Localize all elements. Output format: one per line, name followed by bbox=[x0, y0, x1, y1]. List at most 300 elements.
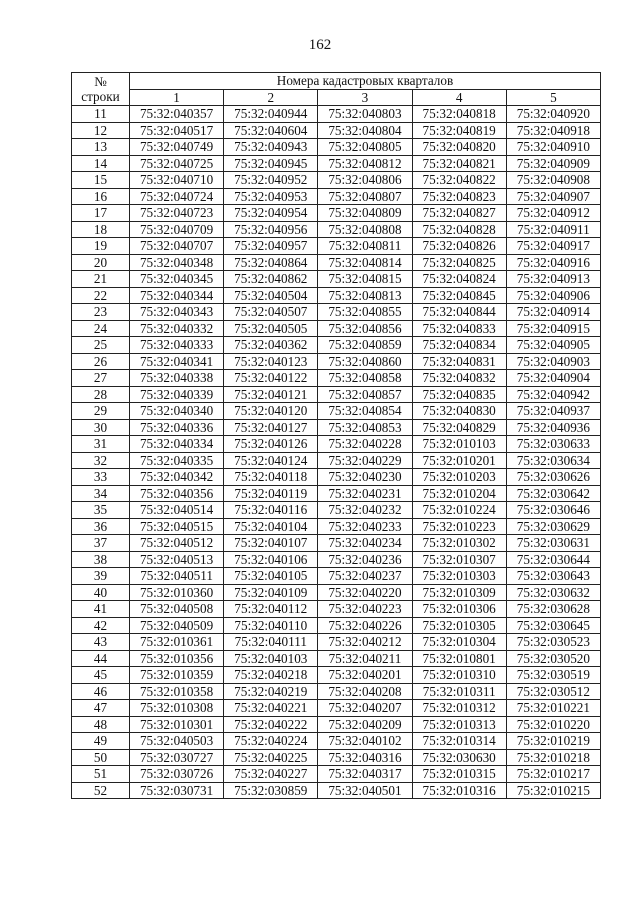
table-row bbox=[72, 700, 601, 717]
cadastral-number-cell: 75:32:030630 bbox=[412, 749, 506, 766]
cadastral-number-cell: 75:32:040914 bbox=[506, 304, 600, 321]
cadastral-number-cell: 75:32:040920 bbox=[506, 106, 600, 123]
row-number-cell: 24 bbox=[72, 320, 130, 337]
table-row bbox=[72, 221, 601, 238]
cadastral-number-cell: 75:32:040853 bbox=[318, 419, 412, 436]
cadastral-number-cell: 75:32:030523 bbox=[506, 634, 600, 651]
cadastral-number-cell: 75:32:010361 bbox=[130, 634, 224, 651]
cadastral-number-cell: 75:32:040709 bbox=[130, 221, 224, 238]
cadastral-number-cell: 75:32:010356 bbox=[130, 650, 224, 667]
cadastral-number-cell: 75:32:040906 bbox=[506, 287, 600, 304]
cadastral-number-cell: 75:32:010302 bbox=[412, 535, 506, 552]
cadastral-number-cell: 75:32:040501 bbox=[318, 782, 412, 799]
cadastral-number-cell: 75:32:040513 bbox=[130, 551, 224, 568]
row-number-cell: 47 bbox=[72, 700, 130, 717]
cadastral-number-cell: 75:32:040515 bbox=[130, 518, 224, 535]
cadastral-number-cell: 75:32:030646 bbox=[506, 502, 600, 519]
cadastral-number-cell: 75:32:030626 bbox=[506, 469, 600, 486]
cadastral-number-cell: 75:32:030632 bbox=[506, 584, 600, 601]
cadastral-number-cell: 75:32:040222 bbox=[224, 716, 318, 733]
cadastral-number-cell: 75:32:040231 bbox=[318, 485, 412, 502]
row-number-cell: 34 bbox=[72, 485, 130, 502]
cadastral-number-cell: 75:32:040109 bbox=[224, 584, 318, 601]
cadastral-number-cell: 75:32:040911 bbox=[506, 221, 600, 238]
table-row bbox=[72, 650, 601, 667]
cadastral-number-cell: 75:32:040357 bbox=[130, 106, 224, 123]
cadastral-number-cell: 75:32:040229 bbox=[318, 452, 412, 469]
row-number-cell: 31 bbox=[72, 436, 130, 453]
cadastral-number-cell: 75:32:040908 bbox=[506, 172, 600, 189]
cadastral-number-cell: 75:32:040845 bbox=[412, 287, 506, 304]
cadastral-number-cell: 75:32:030645 bbox=[506, 617, 600, 634]
row-number-header-line1: № bbox=[94, 74, 107, 89]
cadastral-number-cell: 75:32:030512 bbox=[506, 683, 600, 700]
cadastral-number-cell: 75:32:040505 bbox=[224, 320, 318, 337]
cadastral-number-cell: 75:32:010203 bbox=[412, 469, 506, 486]
cadastral-number-cell: 75:32:040833 bbox=[412, 320, 506, 337]
quarter-numbers-group-header: Номера кадастровых кварталов bbox=[130, 73, 601, 90]
row-number-cell: 15 bbox=[72, 172, 130, 189]
cadastral-number-cell: 75:32:010315 bbox=[412, 766, 506, 783]
table-row bbox=[72, 518, 601, 535]
table-row bbox=[72, 139, 601, 156]
cadastral-number-cell: 75:32:040316 bbox=[318, 749, 412, 766]
cadastral-number-cell: 75:32:030644 bbox=[506, 551, 600, 568]
cadastral-number-cell: 75:32:040107 bbox=[224, 535, 318, 552]
row-number-cell: 42 bbox=[72, 617, 130, 634]
cadastral-number-cell: 75:32:010103 bbox=[412, 436, 506, 453]
table-row bbox=[72, 452, 601, 469]
row-number-cell: 45 bbox=[72, 667, 130, 684]
cadastral-number-cell: 75:32:040221 bbox=[224, 700, 318, 717]
cadastral-number-cell: 75:32:040944 bbox=[224, 106, 318, 123]
cadastral-number-cell: 75:32:040820 bbox=[412, 139, 506, 156]
cadastral-number-cell: 75:32:040803 bbox=[318, 106, 412, 123]
cadastral-number-cell: 75:32:040827 bbox=[412, 205, 506, 222]
cadastral-number-cell: 75:32:040344 bbox=[130, 287, 224, 304]
page-number: 162 bbox=[308, 37, 332, 53]
cadastral-number-cell: 75:32:040123 bbox=[224, 353, 318, 370]
row-number-cell: 11 bbox=[72, 106, 130, 123]
cadastral-number-cell: 75:32:030634 bbox=[506, 452, 600, 469]
table-row bbox=[72, 436, 601, 453]
cadastral-number-cell: 75:32:040233 bbox=[318, 518, 412, 535]
cadastral-number-cell: 75:32:040912 bbox=[506, 205, 600, 222]
cadastral-number-cell: 75:32:040824 bbox=[412, 271, 506, 288]
column-header: 5 bbox=[506, 89, 600, 106]
cadastral-number-cell: 75:32:040507 bbox=[224, 304, 318, 321]
cadastral-number-cell: 75:32:030633 bbox=[506, 436, 600, 453]
cadastral-number-cell: 75:32:040348 bbox=[130, 254, 224, 271]
cadastral-number-cell: 75:32:030519 bbox=[506, 667, 600, 684]
table-row bbox=[72, 617, 601, 634]
cadastral-number-cell: 75:32:040106 bbox=[224, 551, 318, 568]
table-row bbox=[72, 205, 601, 222]
header-row-columns bbox=[72, 89, 601, 106]
cadastral-number-cell: 75:32:010358 bbox=[130, 683, 224, 700]
row-number-cell: 12 bbox=[72, 122, 130, 139]
cadastral-number-cell: 75:32:040339 bbox=[130, 386, 224, 403]
table-row bbox=[72, 337, 601, 354]
cadastral-number-cell: 75:32:040854 bbox=[318, 403, 412, 420]
cadastral-number-cell: 75:32:040218 bbox=[224, 667, 318, 684]
row-number-cell: 30 bbox=[72, 419, 130, 436]
row-number-cell: 51 bbox=[72, 766, 130, 783]
row-number-cell: 48 bbox=[72, 716, 130, 733]
cadastral-number-cell: 75:32:010801 bbox=[412, 650, 506, 667]
cadastral-number-cell: 75:32:010311 bbox=[412, 683, 506, 700]
cadastral-number-cell: 75:32:010309 bbox=[412, 584, 506, 601]
row-number-cell: 37 bbox=[72, 535, 130, 552]
table-row bbox=[72, 320, 601, 337]
cadastral-number-cell: 75:32:040223 bbox=[318, 601, 412, 618]
cadastral-number-cell: 75:32:040224 bbox=[224, 733, 318, 750]
cadastral-number-cell: 75:32:040211 bbox=[318, 650, 412, 667]
cadastral-number-cell: 75:32:040212 bbox=[318, 634, 412, 651]
cadastral-number-cell: 75:32:010312 bbox=[412, 700, 506, 717]
row-number-cell: 21 bbox=[72, 271, 130, 288]
cadastral-number-cell: 75:32:040844 bbox=[412, 304, 506, 321]
cadastral-number-cell: 75:32:030629 bbox=[506, 518, 600, 535]
table-row bbox=[72, 419, 601, 436]
cadastral-number-cell: 75:32:040956 bbox=[224, 221, 318, 238]
cadastral-number-cell: 75:32:040105 bbox=[224, 568, 318, 585]
cadastral-number-cell: 75:32:040512 bbox=[130, 535, 224, 552]
cadastral-number-cell: 75:32:030628 bbox=[506, 601, 600, 618]
table-row bbox=[72, 634, 601, 651]
row-number-cell: 39 bbox=[72, 568, 130, 585]
cadastral-number-cell: 75:32:040818 bbox=[412, 106, 506, 123]
cadastral-number-cell: 75:32:010313 bbox=[412, 716, 506, 733]
cadastral-number-cell: 75:32:030727 bbox=[130, 749, 224, 766]
cadastral-number-cell: 75:32:040725 bbox=[130, 155, 224, 172]
cadastral-number-cell: 75:32:040860 bbox=[318, 353, 412, 370]
cadastral-number-cell: 75:32:040226 bbox=[318, 617, 412, 634]
cadastral-number-cell: 75:32:010221 bbox=[506, 700, 600, 717]
cadastral-number-cell: 75:32:010314 bbox=[412, 733, 506, 750]
cadastral-number-cell: 75:32:040807 bbox=[318, 188, 412, 205]
cadastral-number-cell: 75:32:010218 bbox=[506, 749, 600, 766]
cadastral-number-cell: 75:32:040514 bbox=[130, 502, 224, 519]
cadastral-number-cell: 75:32:040230 bbox=[318, 469, 412, 486]
cadastral-number-cell: 75:32:040811 bbox=[318, 238, 412, 255]
row-number-cell: 29 bbox=[72, 403, 130, 420]
cadastral-number-cell: 75:32:040338 bbox=[130, 370, 224, 387]
cadastral-number-cell: 75:32:040103 bbox=[224, 650, 318, 667]
table-row bbox=[72, 155, 601, 172]
cadastral-number-cell: 75:32:040864 bbox=[224, 254, 318, 271]
cadastral-number-cell: 75:32:040710 bbox=[130, 172, 224, 189]
cadastral-number-cell: 75:32:040508 bbox=[130, 601, 224, 618]
cadastral-number-cell: 75:32:040126 bbox=[224, 436, 318, 453]
row-number-cell: 16 bbox=[72, 188, 130, 205]
cadastral-number-cell: 75:32:040201 bbox=[318, 667, 412, 684]
cadastral-number-cell: 75:32:010307 bbox=[412, 551, 506, 568]
cadastral-number-cell: 75:32:040858 bbox=[318, 370, 412, 387]
cadastral-number-cell: 75:32:040356 bbox=[130, 485, 224, 502]
table-row bbox=[72, 485, 601, 502]
cadastral-number-cell: 75:32:040116 bbox=[224, 502, 318, 519]
cadastral-number-cell: 75:32:040910 bbox=[506, 139, 600, 156]
cadastral-number-cell: 75:32:040913 bbox=[506, 271, 600, 288]
cadastral-number-cell: 75:32:040805 bbox=[318, 139, 412, 156]
cadastral-number-cell: 75:32:010359 bbox=[130, 667, 224, 684]
cadastral-number-cell: 75:32:010303 bbox=[412, 568, 506, 585]
table-row bbox=[72, 683, 601, 700]
cadastral-number-cell: 75:32:040340 bbox=[130, 403, 224, 420]
table-row bbox=[72, 733, 601, 750]
cadastral-number-cell: 75:32:030643 bbox=[506, 568, 600, 585]
cadastral-number-cell: 75:32:010304 bbox=[412, 634, 506, 651]
cadastral-number-cell: 75:32:040509 bbox=[130, 617, 224, 634]
table-row bbox=[72, 568, 601, 585]
cadastral-number-cell: 75:32:040809 bbox=[318, 205, 412, 222]
cadastral-number-cell: 75:32:030859 bbox=[224, 782, 318, 799]
cadastral-number-cell: 75:32:040110 bbox=[224, 617, 318, 634]
cadastral-number-cell: 75:32:010204 bbox=[412, 485, 506, 502]
row-number-cell: 38 bbox=[72, 551, 130, 568]
row-number-cell: 46 bbox=[72, 683, 130, 700]
cadastral-number-cell: 75:32:040828 bbox=[412, 221, 506, 238]
row-number-header-line2: строки bbox=[81, 89, 120, 104]
cadastral-number-cell: 75:32:040504 bbox=[224, 287, 318, 304]
cadastral-number-cell: 75:32:040517 bbox=[130, 122, 224, 139]
cadastral-number-cell: 75:32:040208 bbox=[318, 683, 412, 700]
table-row bbox=[72, 551, 601, 568]
table-body bbox=[72, 106, 601, 799]
column-header: 2 bbox=[224, 89, 318, 106]
cadastral-number-cell: 75:32:010306 bbox=[412, 601, 506, 618]
cadastral-number-cell: 75:32:040343 bbox=[130, 304, 224, 321]
cadastral-number-cell: 75:32:040124 bbox=[224, 452, 318, 469]
cadastral-number-cell: 75:32:040237 bbox=[318, 568, 412, 585]
cadastral-number-cell: 75:32:030726 bbox=[130, 766, 224, 783]
cadastral-number-cell: 75:32:040112 bbox=[224, 601, 318, 618]
cadastral-number-cell: 75:32:040832 bbox=[412, 370, 506, 387]
row-number-cell: 28 bbox=[72, 386, 130, 403]
cadastral-number-cell: 75:32:040342 bbox=[130, 469, 224, 486]
cadastral-number-cell: 75:32:040952 bbox=[224, 172, 318, 189]
cadastral-number-cell: 75:32:040806 bbox=[318, 172, 412, 189]
header-row-top bbox=[72, 73, 601, 90]
cadastral-number-cell: 75:32:040225 bbox=[224, 749, 318, 766]
cadastral-number-cell: 75:32:040953 bbox=[224, 188, 318, 205]
cadastral-number-cell: 75:32:040228 bbox=[318, 436, 412, 453]
cadastral-number-cell: 75:32:040835 bbox=[412, 386, 506, 403]
cadastral-number-cell: 75:32:040234 bbox=[318, 535, 412, 552]
cadastral-number-cell: 75:32:040723 bbox=[130, 205, 224, 222]
row-number-cell: 27 bbox=[72, 370, 130, 387]
table-row bbox=[72, 716, 601, 733]
cadastral-number-cell: 75:32:040121 bbox=[224, 386, 318, 403]
cadastral-number-cell: 75:32:040917 bbox=[506, 238, 600, 255]
table-row bbox=[72, 188, 601, 205]
row-number-cell: 36 bbox=[72, 518, 130, 535]
cadastral-number-cell: 75:32:040957 bbox=[224, 238, 318, 255]
cadastral-number-cell: 75:32:040905 bbox=[506, 337, 600, 354]
cadastral-number-cell: 75:32:040823 bbox=[412, 188, 506, 205]
cadastral-number-cell: 75:32:040334 bbox=[130, 436, 224, 453]
row-number-cell: 14 bbox=[72, 155, 130, 172]
cadastral-number-cell: 75:32:040942 bbox=[506, 386, 600, 403]
table-row bbox=[72, 353, 601, 370]
cadastral-number-cell: 75:32:040102 bbox=[318, 733, 412, 750]
cadastral-number-cell: 75:32:010305 bbox=[412, 617, 506, 634]
table-row bbox=[72, 386, 601, 403]
cadastral-number-cell: 75:32:040859 bbox=[318, 337, 412, 354]
cadastral-number-cell: 75:32:040707 bbox=[130, 238, 224, 255]
cadastral-number-cell: 75:32:040111 bbox=[224, 634, 318, 651]
row-number-cell: 17 bbox=[72, 205, 130, 222]
cadastral-number-cell: 75:32:040904 bbox=[506, 370, 600, 387]
cadastral-number-cell: 75:32:040503 bbox=[130, 733, 224, 750]
row-number-cell: 26 bbox=[72, 353, 130, 370]
cadastral-number-cell: 75:32:040122 bbox=[224, 370, 318, 387]
row-number-cell: 40 bbox=[72, 584, 130, 601]
cadastral-number-cell: 75:32:040909 bbox=[506, 155, 600, 172]
cadastral-number-cell: 75:32:040825 bbox=[412, 254, 506, 271]
cadastral-number-cell: 75:32:040830 bbox=[412, 403, 506, 420]
cadastral-number-cell: 75:32:040915 bbox=[506, 320, 600, 337]
cadastral-number-cell: 75:32:040104 bbox=[224, 518, 318, 535]
cadastral-number-cell: 75:32:040937 bbox=[506, 403, 600, 420]
row-number-cell: 52 bbox=[72, 782, 130, 799]
cadastral-number-cell: 75:32:040862 bbox=[224, 271, 318, 288]
cadastral-number-cell: 75:32:040831 bbox=[412, 353, 506, 370]
cadastral-number-cell: 75:32:010308 bbox=[130, 700, 224, 717]
table-row bbox=[72, 106, 601, 123]
table-row bbox=[72, 403, 601, 420]
cadastral-number-cell: 75:32:040219 bbox=[224, 683, 318, 700]
row-number-cell: 43 bbox=[72, 634, 130, 651]
row-number-cell: 50 bbox=[72, 749, 130, 766]
cadastral-number-cell: 75:32:040227 bbox=[224, 766, 318, 783]
cadastral-number-cell: 75:32:040120 bbox=[224, 403, 318, 420]
cadastral-number-cell: 75:32:040943 bbox=[224, 139, 318, 156]
cadastral-number-cell: 75:32:040341 bbox=[130, 353, 224, 370]
cadastral-number-cell: 75:32:040857 bbox=[318, 386, 412, 403]
cadastral-number-cell: 75:32:040815 bbox=[318, 271, 412, 288]
cadastral-number-cell: 75:32:040232 bbox=[318, 502, 412, 519]
cadastral-number-cell: 75:32:040220 bbox=[318, 584, 412, 601]
cadastral-number-cell: 75:32:040119 bbox=[224, 485, 318, 502]
cadastral-number-cell: 75:32:040236 bbox=[318, 551, 412, 568]
cadastral-number-cell: 75:32:040918 bbox=[506, 122, 600, 139]
cadastral-number-cell: 75:32:030642 bbox=[506, 485, 600, 502]
cadastral-number-cell: 75:32:040362 bbox=[224, 337, 318, 354]
cadastral-number-cell: 75:32:040804 bbox=[318, 122, 412, 139]
cadastral-number-cell: 75:32:010219 bbox=[506, 733, 600, 750]
cadastral-number-cell: 75:32:010316 bbox=[412, 782, 506, 799]
row-number-cell: 44 bbox=[72, 650, 130, 667]
cadastral-number-cell: 75:32:040936 bbox=[506, 419, 600, 436]
cadastral-number-cell: 75:32:040118 bbox=[224, 469, 318, 486]
cadastral-number-cell: 75:32:040209 bbox=[318, 716, 412, 733]
cadastral-number-cell: 75:32:010220 bbox=[506, 716, 600, 733]
row-number-cell: 32 bbox=[72, 452, 130, 469]
row-number-cell: 22 bbox=[72, 287, 130, 304]
cadastral-number-cell: 75:32:040724 bbox=[130, 188, 224, 205]
cadastral-number-cell: 75:32:040604 bbox=[224, 122, 318, 139]
table-row bbox=[72, 172, 601, 189]
table-row bbox=[72, 122, 601, 139]
table-row bbox=[72, 667, 601, 684]
cadastral-number-cell: 75:32:040834 bbox=[412, 337, 506, 354]
row-number-cell: 13 bbox=[72, 139, 130, 156]
cadastral-number-cell: 75:32:040333 bbox=[130, 337, 224, 354]
cadastral-number-cell: 75:32:010215 bbox=[506, 782, 600, 799]
cadastral-number-cell: 75:32:010301 bbox=[130, 716, 224, 733]
cadastral-number-cell: 75:32:040317 bbox=[318, 766, 412, 783]
column-header: 3 bbox=[318, 89, 412, 106]
cadastral-number-cell: 75:32:030520 bbox=[506, 650, 600, 667]
table-row bbox=[72, 782, 601, 799]
cadastral-number-cell: 75:32:010360 bbox=[130, 584, 224, 601]
row-number-cell: 41 bbox=[72, 601, 130, 618]
table-row bbox=[72, 254, 601, 271]
table-row bbox=[72, 766, 601, 783]
cadastral-number-cell: 75:32:040954 bbox=[224, 205, 318, 222]
column-header: 4 bbox=[412, 89, 506, 106]
row-number-cell: 20 bbox=[72, 254, 130, 271]
cadastral-number-cell: 75:32:040819 bbox=[412, 122, 506, 139]
row-number-cell: 49 bbox=[72, 733, 130, 750]
cadastral-number-cell: 75:32:010217 bbox=[506, 766, 600, 783]
cadastral-number-cell: 75:32:040812 bbox=[318, 155, 412, 172]
cadastral-quarters-table bbox=[71, 72, 601, 799]
cadastral-number-cell: 75:32:040916 bbox=[506, 254, 600, 271]
row-number-header bbox=[72, 73, 130, 106]
cadastral-number-cell: 75:32:040826 bbox=[412, 238, 506, 255]
row-number-cell: 23 bbox=[72, 304, 130, 321]
cadastral-number-cell: 75:32:040332 bbox=[130, 320, 224, 337]
row-number-cell: 19 bbox=[72, 238, 130, 255]
cadastral-number-cell: 75:32:040335 bbox=[130, 452, 224, 469]
row-number-cell: 35 bbox=[72, 502, 130, 519]
table-row bbox=[72, 502, 601, 519]
cadastral-number-cell: 75:32:040808 bbox=[318, 221, 412, 238]
table-row bbox=[72, 304, 601, 321]
cadastral-number-cell: 75:32:040822 bbox=[412, 172, 506, 189]
cadastral-number-cell: 75:32:040856 bbox=[318, 320, 412, 337]
cadastral-number-cell: 75:32:040127 bbox=[224, 419, 318, 436]
table-row bbox=[72, 601, 601, 618]
table-row bbox=[72, 287, 601, 304]
cadastral-number-cell: 75:32:040945 bbox=[224, 155, 318, 172]
cadastral-number-cell: 75:32:030631 bbox=[506, 535, 600, 552]
table-row bbox=[72, 271, 601, 288]
cadastral-number-cell: 75:32:040336 bbox=[130, 419, 224, 436]
column-header: 1 bbox=[130, 89, 224, 106]
cadastral-number-cell: 75:32:040813 bbox=[318, 287, 412, 304]
cadastral-number-cell: 75:32:040907 bbox=[506, 188, 600, 205]
cadastral-number-cell: 75:32:010223 bbox=[412, 518, 506, 535]
table-row bbox=[72, 469, 601, 486]
cadastral-number-cell: 75:32:040511 bbox=[130, 568, 224, 585]
cadastral-number-cell: 75:32:030731 bbox=[130, 782, 224, 799]
row-number-cell: 18 bbox=[72, 221, 130, 238]
cadastral-number-cell: 75:32:040829 bbox=[412, 419, 506, 436]
cadastral-number-cell: 75:32:010201 bbox=[412, 452, 506, 469]
table-row bbox=[72, 584, 601, 601]
cadastral-number-cell: 75:32:040821 bbox=[412, 155, 506, 172]
cadastral-number-cell: 75:32:040903 bbox=[506, 353, 600, 370]
cadastral-number-cell: 75:32:040749 bbox=[130, 139, 224, 156]
row-number-cell: 33 bbox=[72, 469, 130, 486]
cadastral-number-cell: 75:32:010224 bbox=[412, 502, 506, 519]
row-number-cell: 25 bbox=[72, 337, 130, 354]
cadastral-number-cell: 75:32:040345 bbox=[130, 271, 224, 288]
